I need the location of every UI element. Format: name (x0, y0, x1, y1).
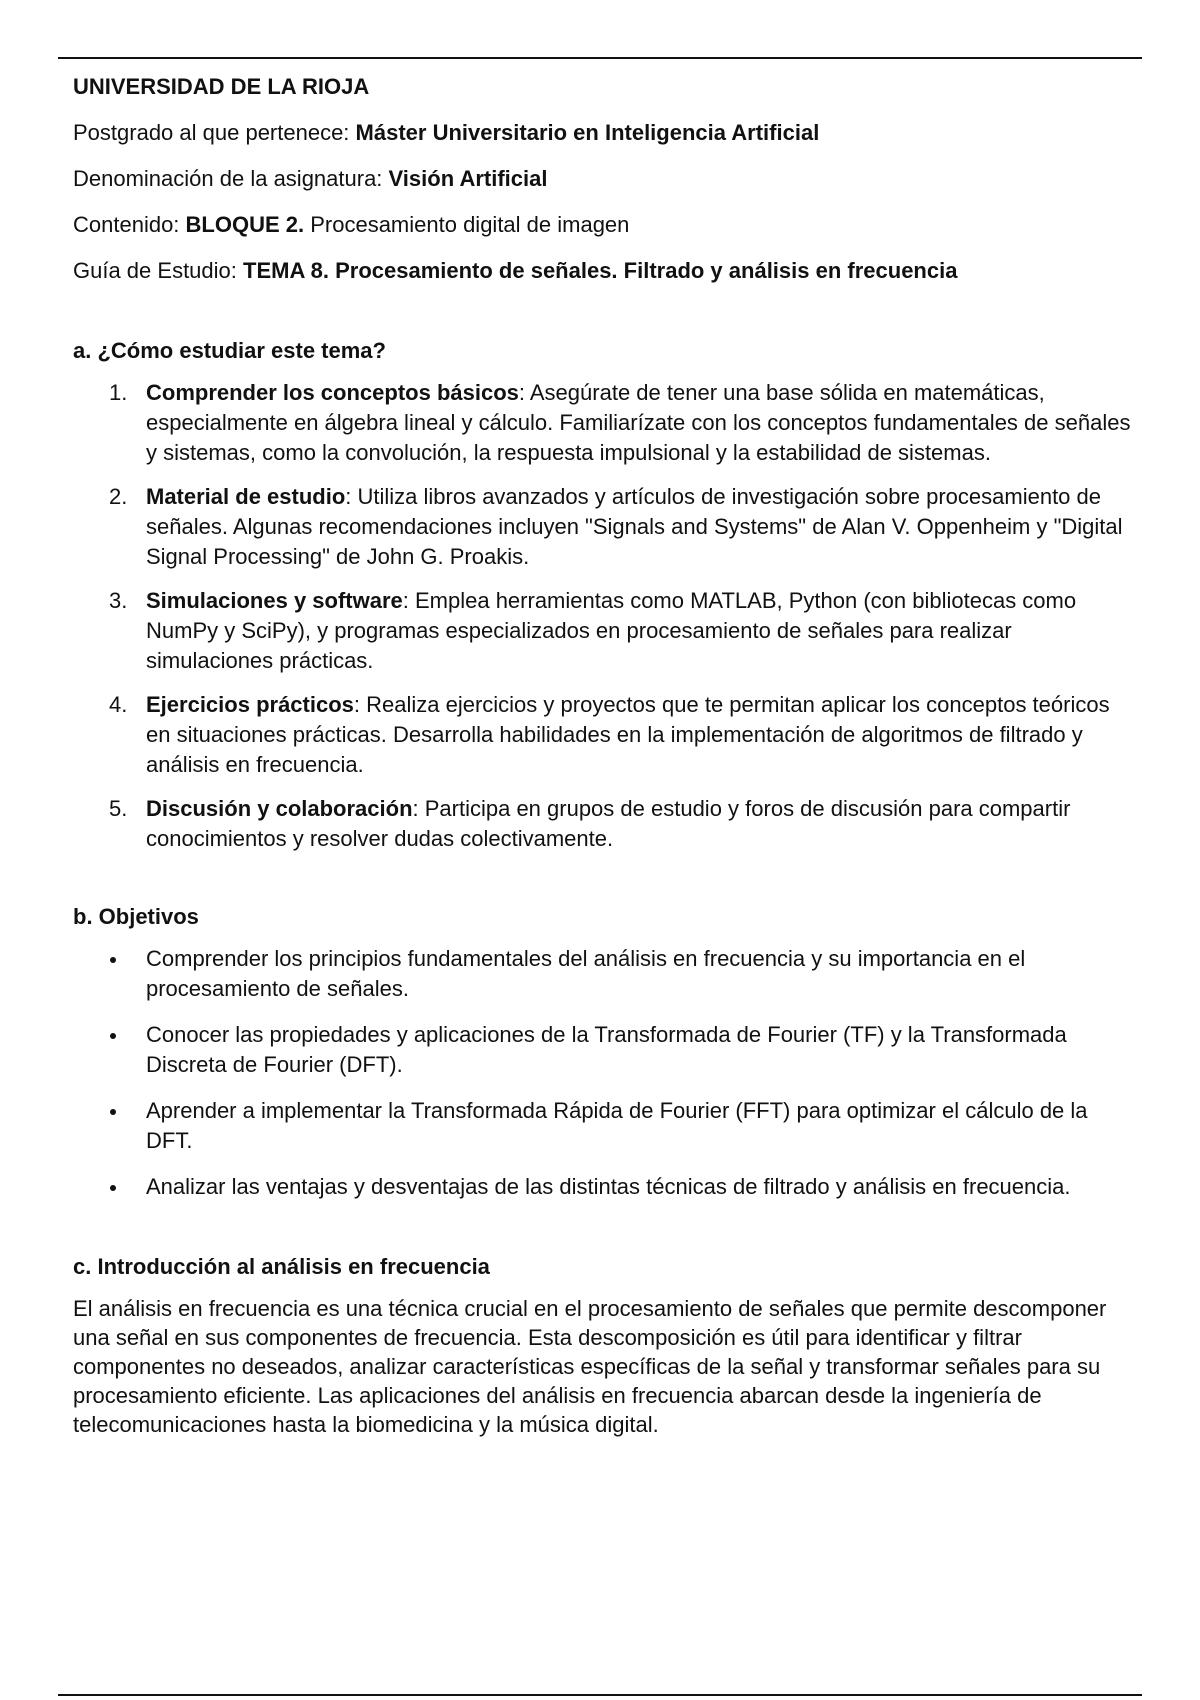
postgrado-line (73, 118, 1133, 148)
list-item (73, 794, 1133, 854)
list-item-term: Discusión y colaboración (146, 796, 413, 821)
objectives-list (73, 944, 1133, 1202)
list-item-term: Ejercicios prácticos (146, 692, 354, 717)
bottom-rule (58, 1694, 1142, 1696)
list-item-number: 2. (109, 484, 128, 509)
list-item-term: Comprender los conceptos básicos (146, 380, 519, 405)
bullet-icon (110, 1033, 116, 1039)
list-item (73, 586, 1133, 676)
list-item-number: 4. (109, 692, 128, 717)
bullet-icon (110, 1109, 116, 1115)
contenido-line (73, 210, 1133, 240)
list-item-text: : Participa en grupos de estudio y foros de discusión para compartir conocimientos y resolver dudas colectivamente. (146, 796, 1071, 851)
asignatura-line (73, 164, 1133, 194)
list-item-text: Analizar las ventajas y desventajas de las distintas técnicas de filtrado y análisis en frecuencia. (146, 1174, 1071, 1199)
study-steps-list (73, 378, 1133, 854)
list-item-text: Aprender a implementar la Transformada Rápida de Fourier (FFT) para optimizar el cálculo de la DFT. (146, 1098, 1088, 1153)
guia-line (73, 256, 1133, 286)
list-item-text: : Asegúrate de tener una base sólida en matemáticas, especialmente en álgebra lineal y cálculo. Familiarízate con los conceptos fundamentales de señales y sistemas, como la convolución, la respuesta impulsional y la estabilidad de sistemas. (146, 380, 1131, 465)
asignatura-value: Visión Artificial (388, 166, 548, 191)
bullet-icon (110, 1185, 116, 1191)
list-item-text: : Emplea herramientas como MATLAB, Python (con bibliotecas como NumPy y SciPy), y programas especializados en procesamiento de señales para realizar simulaciones prácticas. (146, 588, 1077, 673)
list-item (73, 1172, 1133, 1202)
list-item-text: Comprender los principios fundamentales del análisis en frecuencia y su importancia en el procesamiento de señales. (146, 946, 1026, 1001)
list-item (73, 378, 1133, 468)
postgrado-value: Máster Universitario en Inteligencia Artificial (355, 120, 820, 145)
list-item-text: Conocer las propiedades y aplicaciones de la Transformada de Fourier (TF) y la Transformada Discreta de Fourier (DFT). (146, 1022, 1067, 1077)
university-name: UNIVERSIDAD DE LA RIOJA (73, 74, 370, 99)
list-item (73, 944, 1133, 1004)
list-item-term: Material de estudio (146, 484, 346, 509)
list-item (73, 1096, 1133, 1156)
section-b-title: b. Objetivos (73, 904, 199, 929)
asignatura-label: Denominación de la asignatura: (73, 166, 389, 191)
postgrado-label: Postgrado al que pertenece: (73, 120, 356, 145)
list-item-number: 5. (109, 796, 128, 821)
list-item-number: 3. (109, 588, 128, 613)
contenido-bold: BLOQUE 2. (185, 212, 305, 237)
list-item-text: : Realiza ejercicios y proyectos que te permitan aplicar los conceptos teóricos en situaciones prácticas. Desarrolla habilidades en la implementación de algoritmos de filtrado y análisis en frecuencia. (146, 692, 1110, 777)
bullet-icon (110, 957, 116, 963)
list-item-number: 1. (109, 380, 128, 405)
guia-label: Guía de Estudio: (73, 258, 243, 283)
top-rule (58, 57, 1142, 59)
contenido-label: Contenido: (73, 212, 186, 237)
document-body (73, 72, 1133, 1439)
intro-paragraph: El análisis en frecuencia es una técnica crucial en el procesamiento de señales que permite descomponer una señal en sus componentes de frecuencia. Esta descomposición es útil para identificar y filtrar componentes no deseados, analizar características específicas de la señal y transformar señales para su procesamiento eficiente. Las aplicaciones del análisis en frecuencia abarcan desde la ingeniería de telecomunicaciones hasta la biomedicina y la música digital. (73, 1296, 1107, 1437)
list-item (73, 690, 1133, 780)
contenido-rest: Procesamiento digital de imagen (304, 212, 630, 237)
section-c-title: c. Introducción al análisis en frecuencia (73, 1254, 490, 1279)
list-item-term: Simulaciones y software (146, 588, 403, 613)
list-item (73, 1020, 1133, 1080)
list-item (73, 482, 1133, 572)
list-item-text: : Utiliza libros avanzados y artículos de investigación sobre procesamiento de señales. Algunas recomendaciones incluyen "Signals and Systems" de Alan V. Oppenheim y "Digital Signal Processing" de John G. Proakis. (146, 484, 1123, 569)
section-a-title: a. ¿Cómo estudiar este tema? (73, 338, 386, 363)
guia-value: TEMA 8. Procesamiento de señales. Filtrado y análisis en frecuencia (243, 258, 958, 283)
